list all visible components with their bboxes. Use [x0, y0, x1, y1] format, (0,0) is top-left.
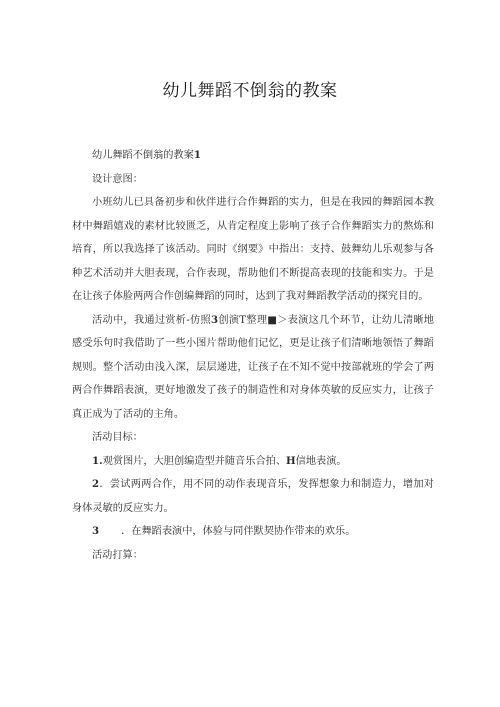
section-heading [72, 144, 434, 168]
goal-item-1 [72, 450, 434, 474]
goals-label: 活动目标： [92, 432, 143, 443]
goal-1-number: 1. [92, 454, 103, 467]
document-body [72, 144, 434, 567]
goal-item-2 [72, 473, 434, 520]
section-heading-number: 1 [193, 149, 201, 161]
goal-1-letter: H [286, 454, 296, 467]
paragraph-number: 3 [210, 313, 219, 326]
document-title: 幼儿舞蹈不倒翁的教案 [162, 81, 338, 101]
goal-3-text: ．在舞蹈表演中，体验与同伴默契协作带来的欢乐。 [121, 526, 356, 537]
goal-3-number: 3 [92, 525, 100, 537]
paragraph-part-b: 创演T整理■＞表演这几个环节，让幼儿清晰地感受乐句时我借助了一些小图片帮助他们记忆，更是让孩子们清晰地领悟了舞蹈规则。整个活动由浅入深，层层递进，让孩子在不知不觉中按部就班的学会了两两合作舞蹈表演，更好地激发了孩子的制造性和对身体英敏的反应实力，让孩子真正成为了活动的主角。 [72, 314, 434, 420]
goal-2-number: 2 [92, 478, 100, 490]
design-intent-label: 设计意图： [92, 173, 143, 185]
paragraph-design-intent: 小班幼儿已具备初步和伙伴进行合作舞蹈的实力，但是在我园的舞蹈园本教材中舞蹈嬉戏的素材比较匮乏，从肯定程度上影响了孩子合作舞蹈实力的熬炼和培育，所以我选择了该活动。同时《纲要》中指出：支持、鼓舞幼儿乐观参与各种艺术活动并大胆表现，合作表现，帮助他们不断提高表现的技能和实力。于是在让孩子体脸两两合作创编舞蹈的同时，达到了我对舞蹈教学活动的探究目的。 [72, 197, 434, 302]
section-heading-text: 幼儿舞蹈不倒翁的教案 [92, 150, 194, 161]
goal-2-text: ．尝试两两合作，用不同的动作表现音乐，发挥想象力和制造力，增加对身体灵敏的反应实力。 [72, 479, 434, 514]
preparation-label: 活动打算： [92, 549, 143, 561]
goal-1-text-b: 信地表演。 [295, 455, 347, 467]
goal-1-text-a: 观赏图片，大胆创编造型并随音乐合拍、 [102, 455, 287, 467]
paragraph-activity-process [72, 309, 434, 427]
paragraph-part-a: 活动中，我通过赏析-仿照 [92, 314, 211, 326]
goal-item-3 [72, 520, 434, 544]
